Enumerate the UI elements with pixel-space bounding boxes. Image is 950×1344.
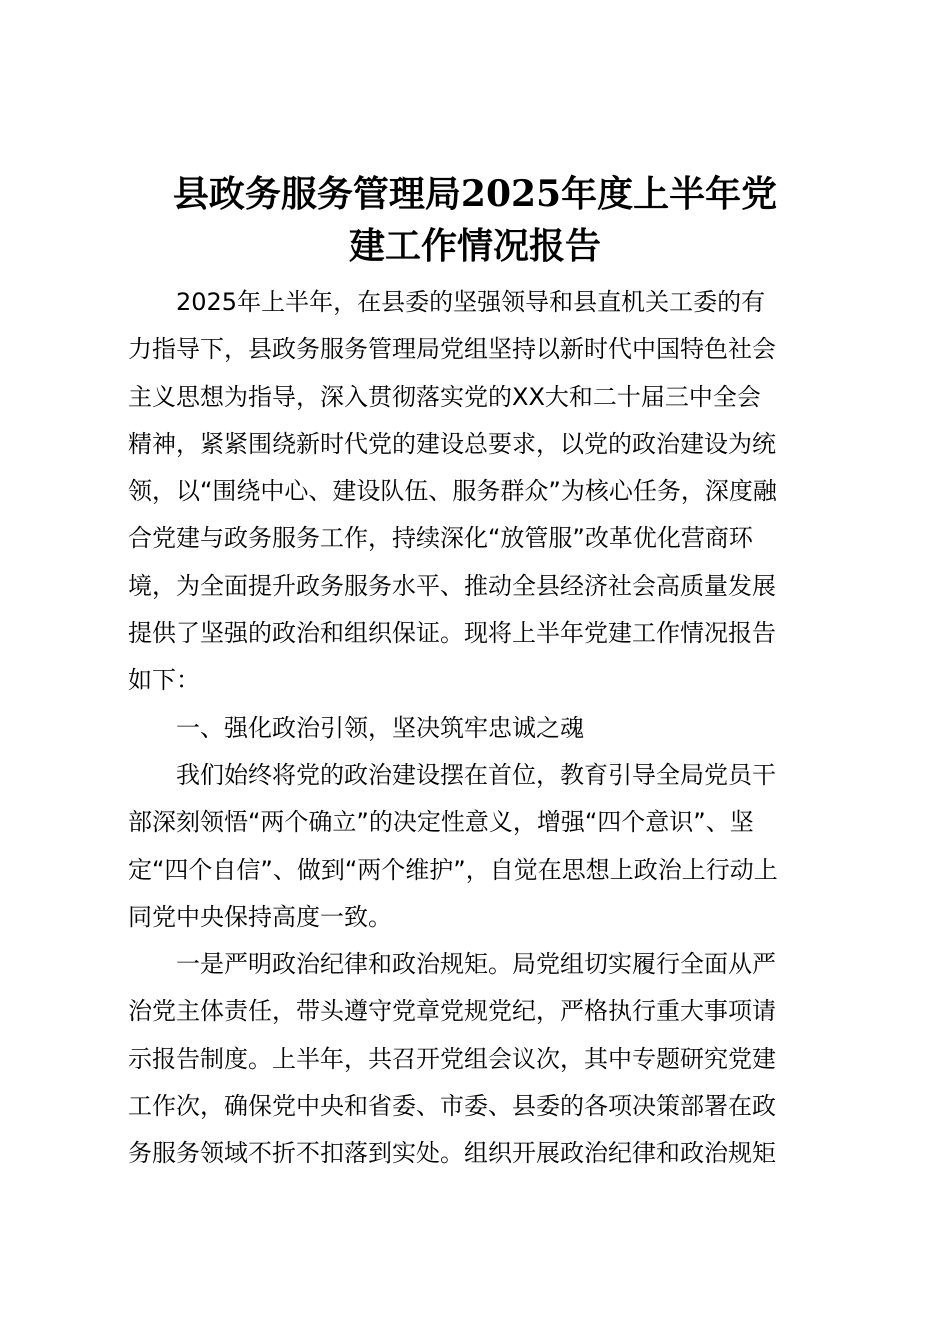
title-line-1: 县政务服务管理局2025年度上半年党 [172,173,778,215]
subsection-1-paragraph [128,941,824,1177]
section-1-line: 定“四个自信”、做到“两个维护”，自觉在思想上政治上行动上 [128,855,778,884]
section-1-paragraph [128,752,824,941]
section-1-line: 我们始终将党的政治建设摆在首位，教育引导全局党员干 [176,760,776,789]
intro-line: 领，以“围绕中心、建设队伍、服务群众”为核心任务，深度融 [128,477,777,506]
intro-line: 2025年上半年，在县委的坚强领导和县直机关工委的有 [176,288,766,316]
document-body [128,279,824,1178]
intro-line: 如下： [128,666,200,695]
subsection-1-line: 务服务领域不折不扣落到实处。组织开展政治纪律和政治规矩 [128,1139,776,1168]
intro-paragraph [128,279,824,705]
intro-line: 力指导下，县政务服务管理局党组坚持以新时代中国特色社会 [128,335,776,364]
section-1-line: 部深刻领悟“两个确立”的决定性意义，增强“四个意识”、坚 [128,808,754,837]
subsection-1-line: 一是严明政治纪律和政治规矩。局党组切实履行全面从严 [176,950,776,979]
section-1-heading: 一、强化政治引领，坚决筑牢忠诚之魂 [176,713,584,742]
subsection-1-line: 治党主体责任，带头遵守党章党规党纪，严格执行重大事项请 [128,997,776,1026]
intro-line: 精神，紧紧围绕新时代党的建设总要求，以党的政治建设为统 [128,429,776,458]
title-line-2: 建工作情况报告 [348,225,601,267]
subsection-1-line: 示报告制度。上半年，共召开党组会议次，其中专题研究党建 [128,1044,776,1073]
intro-line: 境，为全面提升政务服务水平、推动全县经济社会高质量发展 [128,571,776,600]
document-title [120,168,830,272]
section-1-line: 同党中央保持高度一致。 [128,902,392,931]
intro-line: 合党建与政务服务工作，持续深化“放管服”改革优化营商环 [128,524,753,553]
intro-line: 提供了坚强的政治和组织保证。现将上半年党建工作情况报告 [128,619,776,648]
intro-line: 主义思想为指导，深入贯彻落实党的XX大和二十届三中全会 [128,382,761,411]
subsection-1-line: 工作次，确保党中央和省委、市委、县委的各项决策部署在政 [128,1092,776,1121]
